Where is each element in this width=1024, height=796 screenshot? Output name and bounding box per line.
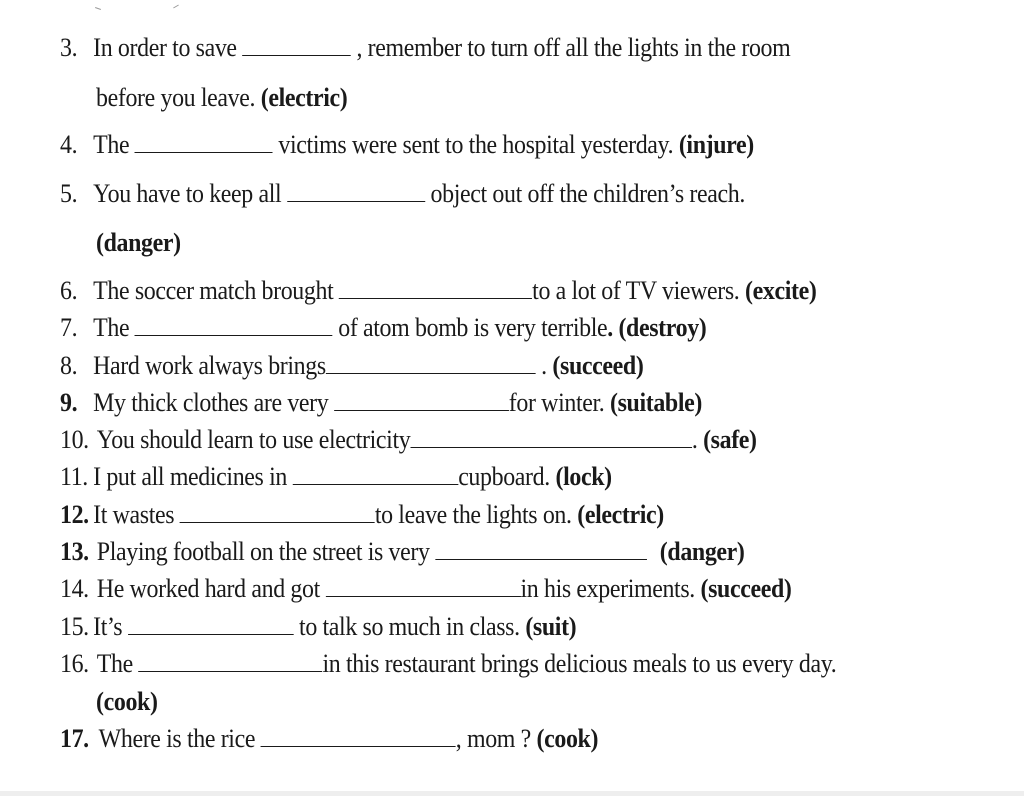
item-text-after: , remember to turn off all the lights in the room [350,33,791,62]
item-number: 7. [60,313,78,342]
word-hint: (suitable) [609,388,703,417]
word-hint: (electric) [260,83,348,112]
item-number: 9. [60,388,78,417]
item-text-after: to leave the lights on. [374,500,578,529]
item-text-before: It’s [93,612,128,641]
exercise-item-continuation [96,228,181,258]
answer-blank[interactable] [334,388,509,411]
item-text-before: You have to keep all [93,179,287,208]
item-number: 3. [60,33,78,62]
word-hint: (injure) [678,130,754,159]
item-text-after [647,537,653,566]
word-hint: (excite) [745,276,817,305]
item-text-after: in his experiments. [520,574,701,603]
word-hint: (danger) [659,537,745,566]
scan-artifact [95,4,185,14]
item-text-before: The [93,130,135,159]
answer-blank[interactable] [435,537,647,560]
answer-blank[interactable] [261,724,456,747]
word-hint: (electric) [577,500,664,529]
answer-blank[interactable] [242,33,351,56]
item-number: 4. [60,130,78,159]
answer-blank[interactable] [180,500,375,523]
item-text-after: of atom bomb is very terrible [332,313,608,342]
item-text-before: He worked hard and got [96,574,326,603]
word-hint: (cook) [536,724,599,753]
answer-blank[interactable] [293,462,459,485]
item-text-after: to a lot of TV viewers. [532,276,746,305]
item-text-after: cupboard. [458,462,556,491]
word-hint: (succeed) [552,351,644,380]
item-text-after: , mom ? [455,724,537,753]
item-text-before: You should learn to use electricity [96,425,411,454]
item-text-after: for winter. [508,388,610,417]
item-text-after: . [691,425,704,454]
item-number: 16. [60,649,89,678]
item-text-before: It wastes [93,500,180,529]
item-text-continued: before you leave. [96,83,261,112]
answer-blank[interactable] [325,574,520,597]
word-hint: (cook) [96,687,158,716]
word-hint: (danger) [96,228,181,257]
answer-blank[interactable] [135,313,333,336]
item-number: 15. [60,612,89,641]
item-number: 12. [60,500,89,529]
item-text-before: Hard work always brings [93,351,326,380]
item-text-after: victims were sent to the hospital yesterday. [272,130,679,159]
exercise-item-continuation [96,687,158,717]
answer-blank[interactable] [410,425,692,448]
word-hint: (succeed) [700,574,792,603]
item-number: 14. [60,574,89,603]
item-number: 5. [60,179,78,208]
item-number: 10. [60,425,89,454]
item-text-after: to talk so much in class. [293,612,526,641]
item-text-after: . [535,351,553,380]
word-hint: (lock) [555,462,612,491]
item-text-after: object out off the children’s reach. [424,179,745,208]
word-hint: (safe) [703,425,757,454]
item-text-before: I put all medicines in [93,462,293,491]
answer-blank[interactable] [135,130,273,153]
exercise-item-continuation [96,83,347,113]
item-text-before: The [96,649,139,678]
word-hint: (destroy) [612,313,707,342]
answer-blank[interactable] [339,276,532,299]
item-text-before: Where is the rice [98,724,261,753]
item-text-before: The soccer match brought [93,276,339,305]
answer-blank[interactable] [326,351,536,374]
item-number: 11. [60,462,88,491]
answer-blank[interactable] [287,179,425,202]
item-number: 8. [60,351,78,380]
answer-blank[interactable] [139,649,323,672]
page-bottom-edge [0,791,1024,796]
item-text-after: in this restaurant brings delicious meals to us every day. [322,649,837,678]
item-text-before: The [93,313,135,342]
item-text-before: My thick clothes are very [93,388,334,417]
period: . [607,313,613,342]
answer-blank[interactable] [128,612,294,635]
item-text-before: In order to save [93,33,243,62]
item-text-before: Playing football on the street is very [96,537,436,566]
word-hint: (suit) [525,612,577,641]
item-number: 6. [60,276,78,305]
item-number: 17. [60,724,89,753]
item-number: 13. [60,537,89,566]
